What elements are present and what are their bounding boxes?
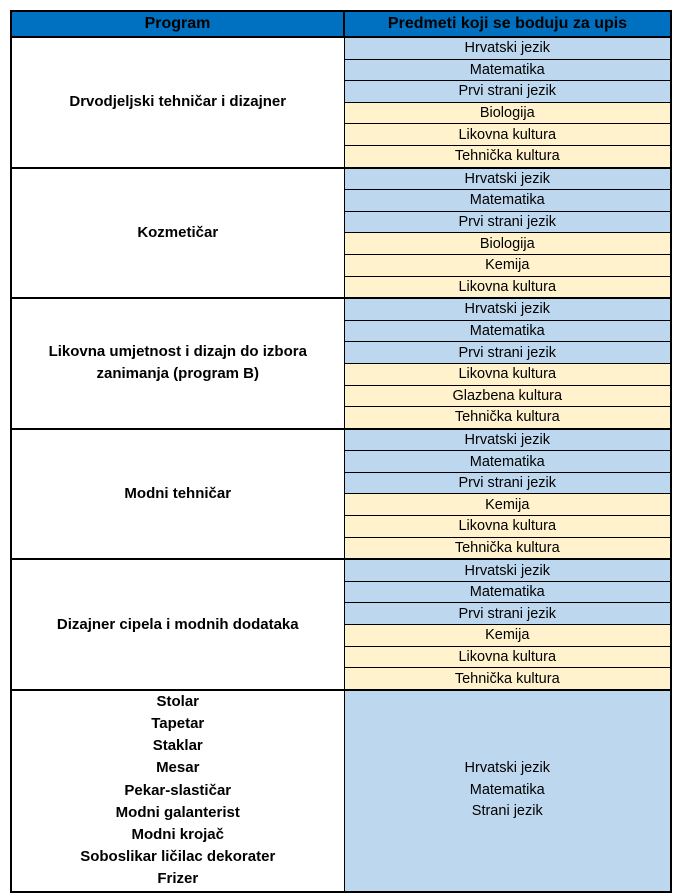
subject-cell: Matematika [344,59,671,81]
subject-cell: Hrvatski jezik [344,429,671,451]
subject-cell: Tehnička kultura [344,668,671,690]
subject-cell: Matematika [344,581,671,603]
subject-cell: Hrvatski jezik [344,559,671,581]
subject-cell: Biologija [344,102,671,124]
table-row [11,559,671,581]
subject-cell: Likovna kultura [344,646,671,668]
program-name: Pekar-slastičar [124,781,232,799]
subject-cell: Prvi strani jezik [344,342,671,364]
subject-cell: Prvi strani jezik [344,603,671,625]
header-row [11,11,671,37]
program-name: Staklar [152,737,203,755]
admission-subjects-table [10,10,672,893]
subject-cell: Kemija [344,254,671,276]
subject-cell: Tehnička kultura [344,145,671,167]
subject-cell: Biologija [344,233,671,255]
program-name: Drvodjeljski tehničar i dizajner [11,37,344,168]
program-name: Likovna umjetnost i dizajn do izbora zanimanja (program B) [11,298,344,429]
table-row [11,168,671,190]
program-name: Frizer [157,870,199,888]
program-name: Mesar [156,759,200,777]
table-row [11,37,671,59]
subject-cell: Kemija [344,625,671,647]
program-name: Tapetar [151,715,205,733]
program-name: Kozmetičar [11,168,344,299]
program-name: Stolar [156,692,199,710]
program-name: Modni krojač [131,826,224,844]
subject-cell: Likovna kultura [344,124,671,146]
subject-cell: Tehnička kultura [344,407,671,429]
subject-cell: Strani jezik [471,803,543,820]
subject-cell: Matematika [344,190,671,212]
subject-cell: Tehnička kultura [344,537,671,559]
subjects-column-header: Predmeti koji se boduju za upis [344,11,671,37]
subject-cell: Hrvatski jezik [344,37,671,59]
table-row [11,690,671,892]
program-name: Modni tehničar [11,429,344,560]
subject-cell: Matematika [469,781,545,798]
subject-cell: Matematika [344,451,671,473]
program-name: Soboslikar ličilac dekorater [80,848,276,866]
subject-cell: Glazbena kultura [344,385,671,407]
subject-cell: Hrvatski jezik [344,298,671,320]
subject-cell: Likovna kultura [344,516,671,538]
subject-list [344,690,671,892]
subject-cell: Hrvatski jezik [464,760,550,777]
program-name: Modni galanterist [115,803,240,821]
subject-cell: Prvi strani jezik [344,211,671,233]
program-column-header: Program [11,11,344,37]
table-row [11,429,671,451]
subject-cell: Prvi strani jezik [344,472,671,494]
subject-cell: Hrvatski jezik [344,168,671,190]
subject-cell: Likovna kultura [344,276,671,298]
subject-cell: Kemija [344,494,671,516]
table-body [11,37,671,892]
subject-cell: Matematika [344,320,671,342]
program-name: Dizajner cipela i modnih dodataka [11,559,344,690]
subject-cell: Likovna kultura [344,363,671,385]
program-list [11,690,344,892]
subject-cell: Prvi strani jezik [344,81,671,103]
table-row [11,298,671,320]
